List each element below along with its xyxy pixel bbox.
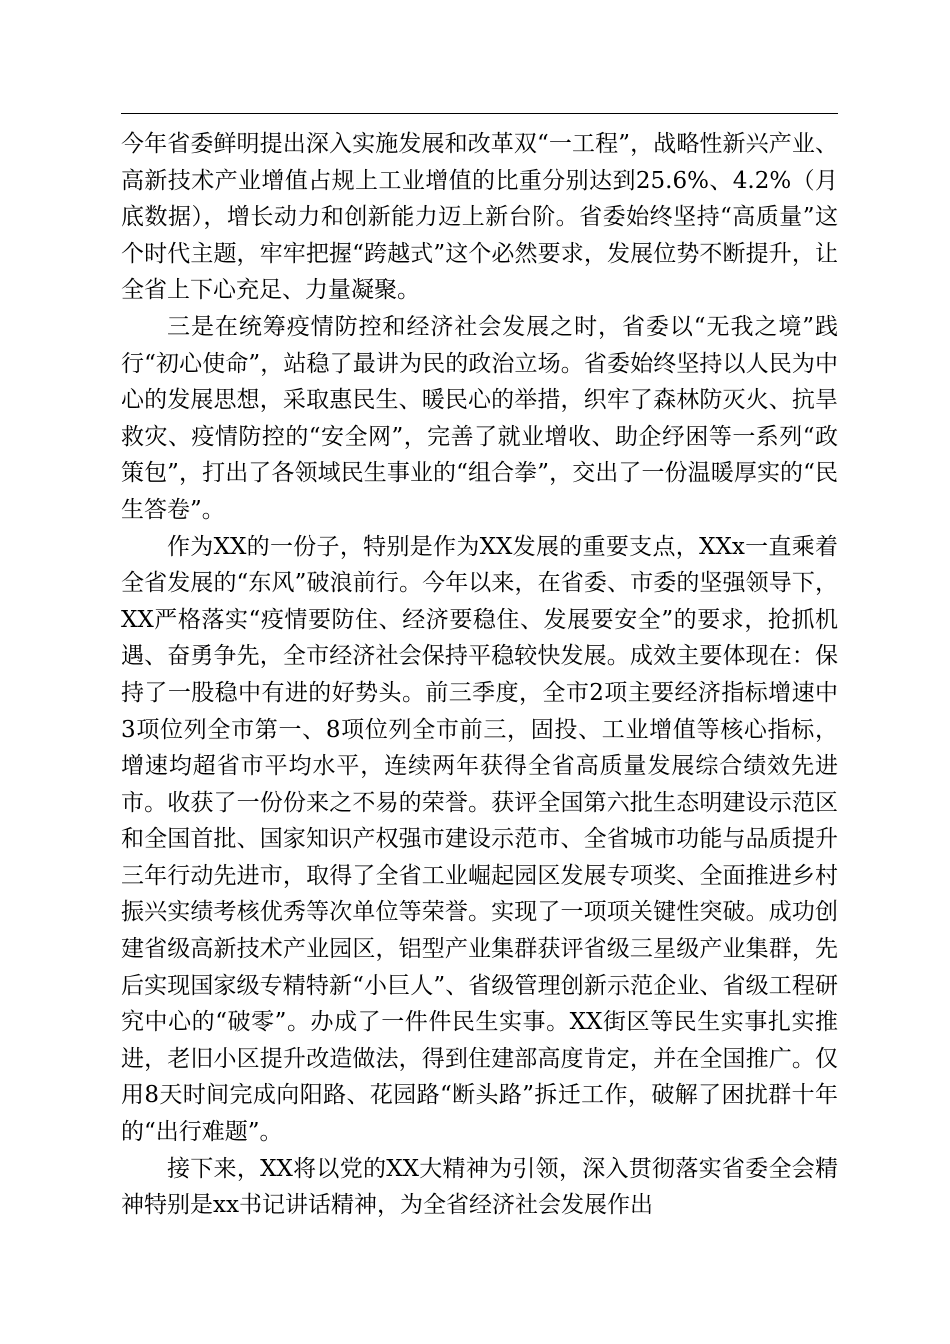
paragraph-1: 今年省委鲜明提出深入实施发展和改革双“一工程”，战略性新兴产业、高新技术产业增值占规上工业增值的比重分别达到25.6%、4.2%（月底数据），增长动力和创新能力迈上新台阶。省委始终坚持“高质量”这个时代主题，牢牢把握“跨越式”这个必然要求，发展位势不断提升，让全省上下心充足、力量凝聚。 [121, 131, 838, 304]
paragraph-3: 作为XX的一份子，特别是作为XX发展的重要支点，XXx一直乘着全省发展的“东风”破浪前行。今年以来，在省委、市委的坚强领导下，XX严格落实“疫情要防住、经济要稳住、发展要安全”的要求，抢抓机遇、奋勇争先，全市经济社会保持平稳较快发展。成效主要体现在：保持了一股稳中有进的好势头。前三季度，全市2项主要经济指标增速中3项位列全市第一、8项位列全市前三，固投、工业增值等核心指标，增速均超省市平均水平，连续两年获得全省高质量发展综合绩效先进市。收获了一份份来之不易的荣誉。获评全国第六批生态明建设示范区和全国首批、国家知识产权强市建设示范市、全省城市功能与品质提升三年行动先进市，取得了全省工业崛起园区发展专项奖、全面推进乡村振兴实绩考核优秀等次单位等荣誉。实现了一项项关键性突破。成功创建省级高新技术产业园区，铝型产业集群获评省级三星级产业集群，先后实现国家级专精特新“小巨人”、省级管理创新示范企业、省级工程研究中心的“破零”。办成了一件件民生实事。XX街区等民生实事扎实推进，老旧小区提升改造做法，得到住建部高度肯定，并在全国推广。仅用8天时间完成向阳路、花园路“断头路”拆迁工作，破解了困扰群十年的“出行难题”。 [121, 533, 838, 1146]
header-rule [121, 113, 838, 114]
paragraph-4: 接下来，XX将以党的XX大精神为引领，深入贯彻落实省委全会精神特别是xx书记讲话精神，为全省经济社会发展作出 [121, 1155, 838, 1219]
document-body [121, 126, 838, 1224]
paragraph-2: 三是在统筹疫情防控和经济社会发展之时，省委以“无我之境”践行“初心使命”，站稳了最讲为民的政治立场。省委始终坚持以人民为中心的发展思想，采取惠民生、暖民心的举措，织牢了森林防灭火、抗旱救灾、疫情防控的“安全网”，完善了就业增收、助企纾困等一系列“政策包”，打出了各领域民生事业的“组合拳”，交出了一份温暖厚实的“民生答卷”。 [121, 313, 838, 523]
